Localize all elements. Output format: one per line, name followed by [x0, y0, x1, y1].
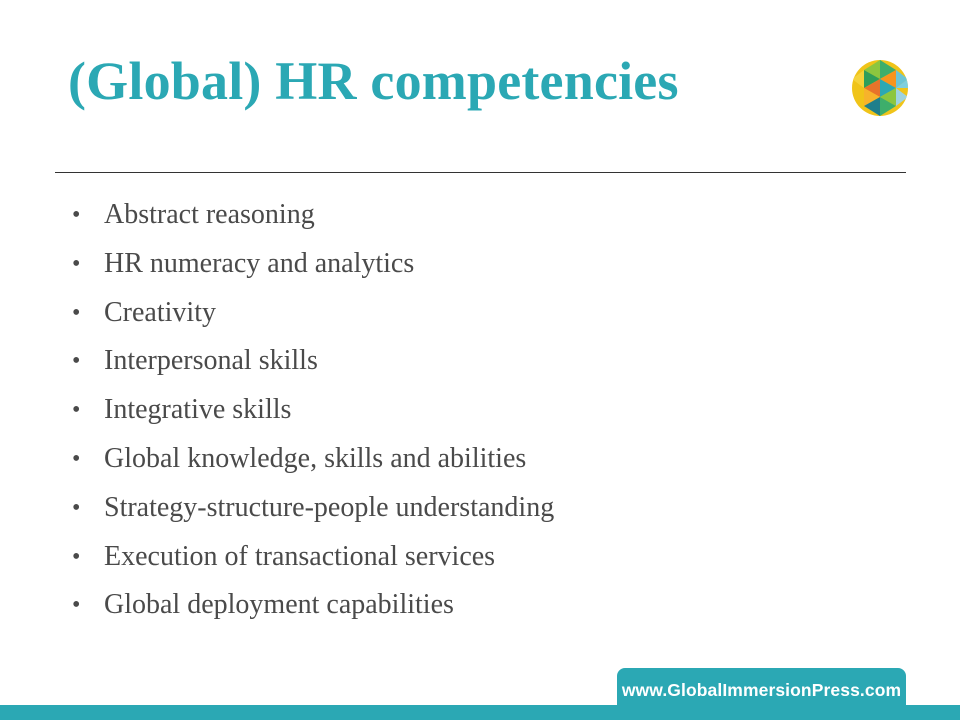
bullet-text: Global knowledge, skills and abilities: [104, 442, 527, 474]
bullet-text: Interpersonal skills: [104, 345, 318, 377]
list-item: [72, 583, 554, 632]
website-link[interactable]: [617, 668, 906, 712]
title-divider: [55, 172, 906, 173]
bullet-dot: •: [72, 445, 81, 472]
list-item: [72, 242, 554, 291]
list-item: [72, 339, 554, 388]
list-item: [72, 437, 554, 486]
slide-title: (Global) HR competencies: [68, 51, 679, 111]
bullet-dot: •: [72, 202, 81, 228]
bullet-text: Execution of transactional services: [104, 540, 496, 572]
bullet-list: [72, 193, 554, 632]
website-url: www.GlobalImmersionPress.com: [621, 679, 902, 700]
bullet-dot: •: [72, 494, 81, 521]
bullet-text: Abstract reasoning: [104, 199, 315, 230]
list-item: [72, 193, 554, 242]
list-item: [72, 535, 554, 584]
bullet-text: HR numeracy and analytics: [104, 247, 415, 279]
bullet-text: Creativity: [104, 296, 216, 328]
list-item: [72, 486, 554, 535]
bullet-text: Integrative skills: [104, 394, 292, 426]
bullet-dot: •: [72, 348, 81, 375]
bullet-dot: •: [72, 299, 81, 326]
globe-hexagon-logo-icon: [850, 59, 910, 117]
bullet-text: Global deployment capabilities: [104, 589, 454, 621]
bullet-text: Strategy-structure-people understanding: [104, 491, 555, 523]
list-item: [72, 388, 554, 437]
bullet-dot: •: [72, 543, 81, 570]
bullet-dot: •: [72, 250, 81, 277]
list-item: [72, 291, 554, 340]
bullet-dot: •: [72, 592, 81, 619]
bullet-dot: •: [72, 397, 81, 424]
